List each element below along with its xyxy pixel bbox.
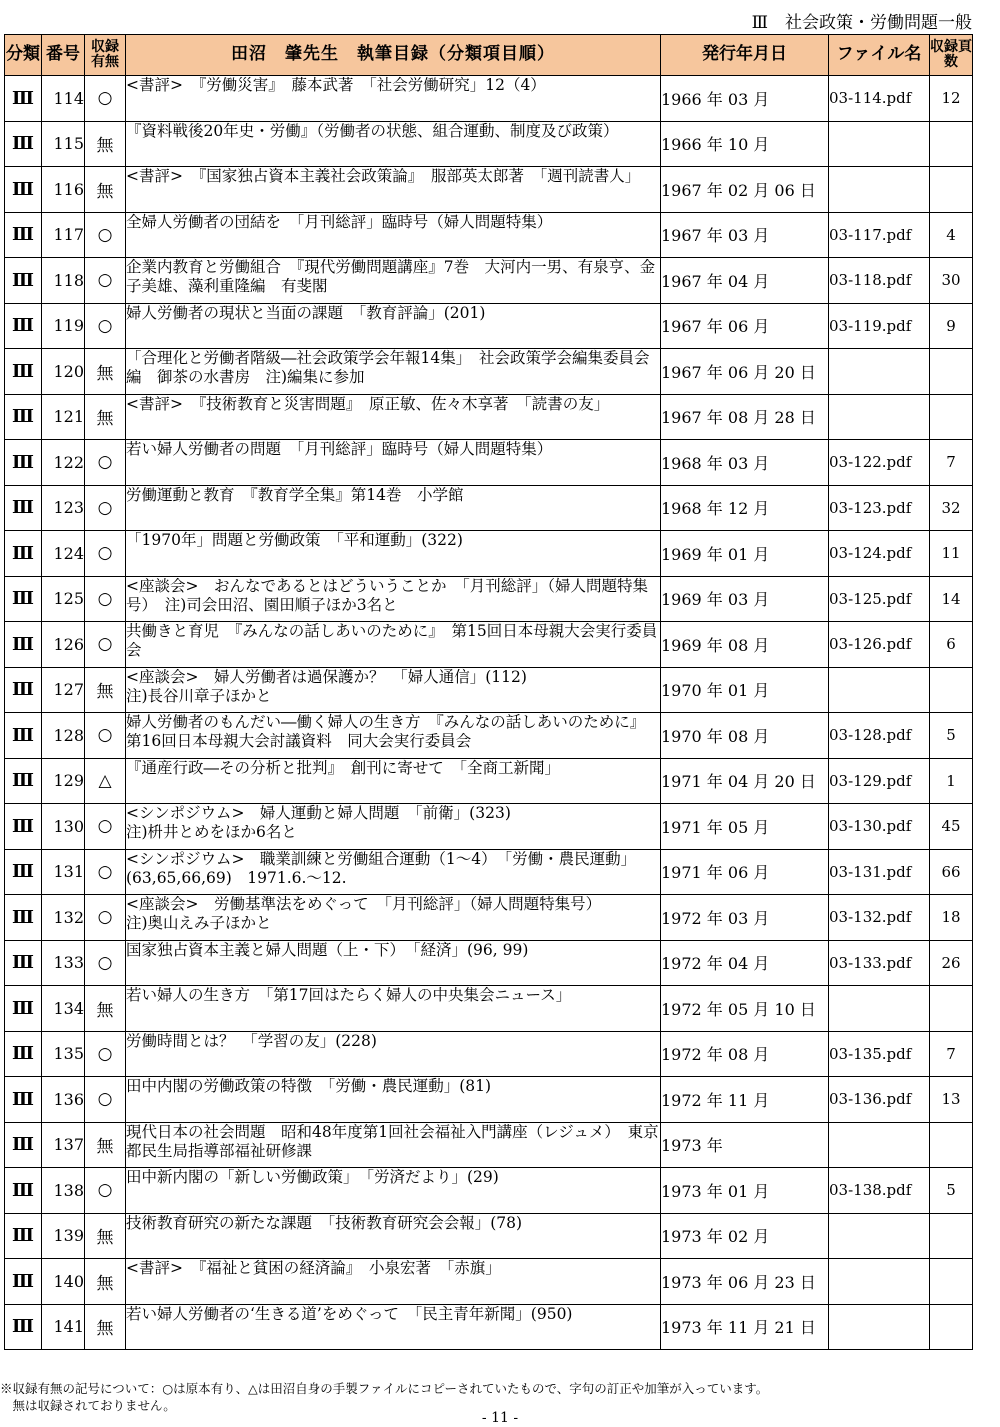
recorded-mark: ○	[85, 1031, 126, 1077]
number-cell: 123	[42, 485, 85, 531]
date-cell: 1969 年 01 月	[661, 531, 829, 577]
page-number: - 11 -	[481, 1410, 519, 1426]
page-count-cell: 5	[930, 713, 973, 759]
file-name-cell: 03-123.pdf	[829, 485, 930, 531]
recorded-mark: 無	[85, 1304, 126, 1350]
recorded-mark: 無	[85, 394, 126, 440]
file-name-cell: 03-124.pdf	[829, 531, 930, 577]
page-count-cell: 7	[930, 440, 973, 486]
file-name-cell: 03-125.pdf	[829, 576, 930, 622]
page-count-cell: 32	[930, 485, 973, 531]
table-row	[5, 121, 973, 167]
date-cell: 1970 年 08 月	[661, 713, 829, 759]
number-cell: 134	[42, 986, 85, 1032]
table-row	[5, 1304, 973, 1350]
table-row	[5, 1031, 973, 1077]
recorded-mark: ○	[85, 940, 126, 986]
footnote	[0, 1380, 768, 1414]
table-row	[5, 804, 973, 850]
date-cell: 1967 年 04 月	[661, 258, 829, 304]
table-row	[5, 758, 973, 804]
file-name-cell: 03-122.pdf	[829, 440, 930, 486]
file-name-cell: 03-133.pdf	[829, 940, 930, 986]
catalog-table	[4, 34, 973, 1350]
number-cell: 137	[42, 1122, 85, 1168]
number-cell: 115	[42, 121, 85, 167]
title-cell: <座談会> 労働基準法をめぐって 「月刊総評」（婦人問題特集号） 注)奥山えみ子ほかと	[126, 895, 661, 941]
date-cell: 1973 年 01 月	[661, 1168, 829, 1214]
number-cell: 120	[42, 349, 85, 395]
file-name-cell: 03-135.pdf	[829, 1031, 930, 1077]
recorded-mark: 無	[85, 986, 126, 1032]
table-row	[5, 1259, 973, 1305]
date-cell: 1969 年 03 月	[661, 576, 829, 622]
category-cell: Ⅲ	[5, 303, 42, 349]
file-name-cell	[829, 1304, 930, 1350]
number-cell: 138	[42, 1168, 85, 1214]
header-date: 発行年月日	[661, 35, 829, 76]
title-cell: <座談会> おんなであるとはどういうことか 「月刊総評」（婦人問題特集号） 注)司会田沼、園田順子ほか3名と	[126, 576, 661, 622]
category-cell: Ⅲ	[5, 76, 42, 122]
table-row	[5, 1168, 973, 1214]
category-cell: Ⅲ	[5, 940, 42, 986]
date-cell: 1972 年 03 月	[661, 895, 829, 941]
page-count-cell: 45	[930, 804, 973, 850]
header-title: 田沼 肇先生 執筆目録（分類項目順）	[126, 35, 661, 76]
category-cell: Ⅲ	[5, 394, 42, 440]
page-count-cell: 66	[930, 849, 973, 895]
number-cell: 135	[42, 1031, 85, 1077]
title-cell: <シンポジウム> 職業訓練と労働組合運動（1～4） 「労働・農民運動」(63,65,66,69) 1971.6.～12.	[126, 849, 661, 895]
number-cell: 130	[42, 804, 85, 850]
header-number: 番号	[42, 35, 85, 76]
recorded-mark: ○	[85, 1168, 126, 1214]
category-cell: Ⅲ	[5, 1031, 42, 1077]
date-cell: 1973 年 02 月	[661, 1213, 829, 1259]
title-cell: 「1970年」問題と労働政策 「平和運動」(322)	[126, 531, 661, 577]
page-count-cell: 12	[930, 76, 973, 122]
title-cell: <座談会> 婦人労働者は過保護か？ 「婦人通信」(112) 注)長谷川章子ほかと	[126, 667, 661, 713]
file-name-cell: 03-117.pdf	[829, 212, 930, 258]
file-name-cell	[829, 667, 930, 713]
number-cell: 133	[42, 940, 85, 986]
file-name-cell	[829, 167, 930, 213]
page-count-cell: 7	[930, 1031, 973, 1077]
category-cell: Ⅲ	[5, 576, 42, 622]
page-count-cell: 9	[930, 303, 973, 349]
number-cell: 122	[42, 440, 85, 486]
category-cell: Ⅲ	[5, 1168, 42, 1214]
file-name-cell: 03-114.pdf	[829, 76, 930, 122]
header-pages: 収録頁数	[930, 35, 973, 76]
page-count-cell: 4	[930, 212, 973, 258]
table-row	[5, 485, 973, 531]
page-count-cell: 30	[930, 258, 973, 304]
date-cell: 1972 年 05 月 10 日	[661, 986, 829, 1032]
date-cell: 1970 年 01 月	[661, 667, 829, 713]
category-cell: Ⅲ	[5, 849, 42, 895]
category-cell: Ⅲ	[5, 1259, 42, 1305]
category-cell: Ⅲ	[5, 121, 42, 167]
category-cell: Ⅲ	[5, 667, 42, 713]
table-row	[5, 576, 973, 622]
page-count-cell	[930, 121, 973, 167]
recorded-mark: 無	[85, 167, 126, 213]
table-row	[5, 349, 973, 395]
date-cell: 1973 年 11 月 21 日	[661, 1304, 829, 1350]
page-count-cell	[930, 667, 973, 713]
table-row	[5, 394, 973, 440]
date-cell: 1967 年 08 月 28 日	[661, 394, 829, 440]
file-name-cell	[829, 1122, 930, 1168]
page-count-cell	[930, 167, 973, 213]
date-cell: 1971 年 04 月 20 日	[661, 758, 829, 804]
category-cell: Ⅲ	[5, 258, 42, 304]
title-cell: 企業内教育と労働組合 『現代労働問題講座』7巻 大河内一男、有泉亨、金子美雄、藻利重隆編 有斐閣	[126, 258, 661, 304]
title-cell: <書評> 『福祉と貧困の経済論』 小泉宏著 「赤旗」	[126, 1259, 661, 1305]
title-cell: <書評> 『労働災害』 藤本武著 「社会労働研究」12（4）	[126, 76, 661, 122]
number-cell: 140	[42, 1259, 85, 1305]
number-cell: 117	[42, 212, 85, 258]
recorded-mark: ○	[85, 212, 126, 258]
file-name-cell	[829, 349, 930, 395]
number-cell: 128	[42, 713, 85, 759]
date-cell: 1973 年	[661, 1122, 829, 1168]
category-cell: Ⅲ	[5, 531, 42, 577]
title-cell: 労働時間とは？ 「学習の友」(228)	[126, 1031, 661, 1077]
recorded-mark: 無	[85, 1259, 126, 1305]
number-cell: 116	[42, 167, 85, 213]
file-name-cell: 03-129.pdf	[829, 758, 930, 804]
file-name-cell: 03-136.pdf	[829, 1077, 930, 1123]
date-cell: 1969 年 08 月	[661, 622, 829, 668]
recorded-mark: ○	[85, 303, 126, 349]
recorded-mark: ○	[85, 1077, 126, 1123]
category-cell: Ⅲ	[5, 349, 42, 395]
title-cell: 『資料戦後20年史・労働』（労働者の状態、組合運動、制度及び政策）	[126, 121, 661, 167]
file-name-cell: 03-118.pdf	[829, 258, 930, 304]
category-cell: Ⅲ	[5, 895, 42, 941]
number-cell: 141	[42, 1304, 85, 1350]
table-row	[5, 258, 973, 304]
table-row	[5, 531, 973, 577]
page-count-cell: 11	[930, 531, 973, 577]
category-cell: Ⅲ	[5, 1304, 42, 1350]
recorded-mark: ○	[85, 713, 126, 759]
category-cell: Ⅲ	[5, 212, 42, 258]
title-cell: 労働運動と教育 『教育学全集』第14巻 小学館	[126, 485, 661, 531]
title-cell: <書評> 『国家独占資本主義社会政策論』 服部英太郎著 「週刊読書人」	[126, 167, 661, 213]
category-cell: Ⅲ	[5, 485, 42, 531]
file-name-cell: 03-128.pdf	[829, 713, 930, 759]
page-count-cell: 14	[930, 576, 973, 622]
title-cell: 若い婦人の生き方 「第17回はたらく婦人の中央集会ニュース」	[126, 986, 661, 1032]
title-cell: 若い婦人労働者の‘生きる道’をめぐって 「民主青年新聞」(950)	[126, 1304, 661, 1350]
footnote-line: 無は収録されておりません。	[0, 1398, 176, 1413]
date-cell: 1967 年 02 月 06 日	[661, 167, 829, 213]
page-count-cell	[930, 1304, 973, 1350]
recorded-mark: ○	[85, 258, 126, 304]
table-row	[5, 895, 973, 941]
header-file: ファイル名	[829, 35, 930, 76]
page-count-cell: 18	[930, 895, 973, 941]
table-row	[5, 167, 973, 213]
number-cell: 121	[42, 394, 85, 440]
title-cell: 若い婦人労働者の問題 「月刊総評」臨時号（婦人問題特集）	[126, 440, 661, 486]
table-row	[5, 986, 973, 1032]
page-count-cell	[930, 1259, 973, 1305]
date-cell: 1967 年 03 月	[661, 212, 829, 258]
title-cell: <書評> 『技術教育と災害問題』 原正敏、佐々木享著 「読書の友」	[126, 394, 661, 440]
file-name-cell	[829, 1259, 930, 1305]
table-row	[5, 1122, 973, 1168]
category-cell: Ⅲ	[5, 1122, 42, 1168]
page-count-cell: 6	[930, 622, 973, 668]
number-cell: 125	[42, 576, 85, 622]
date-cell: 1972 年 04 月	[661, 940, 829, 986]
title-cell: <シンポジウム> 婦人運動と婦人問題 「前衛」(323) 注)枡井とめをほか6名と	[126, 804, 661, 850]
number-cell: 124	[42, 531, 85, 577]
section-title: Ⅲ 社会政策・労働問題一般	[751, 13, 972, 33]
recorded-mark: ○	[85, 485, 126, 531]
page-count-cell: 13	[930, 1077, 973, 1123]
number-cell: 119	[42, 303, 85, 349]
recorded-mark: △	[85, 758, 126, 804]
date-cell: 1968 年 12 月	[661, 485, 829, 531]
category-cell: Ⅲ	[5, 804, 42, 850]
category-cell: Ⅲ	[5, 167, 42, 213]
date-cell: 1972 年 11 月	[661, 1077, 829, 1123]
table-row	[5, 440, 973, 486]
page-count-cell	[930, 1213, 973, 1259]
table-row	[5, 1077, 973, 1123]
category-cell: Ⅲ	[5, 713, 42, 759]
number-cell: 129	[42, 758, 85, 804]
recorded-mark: ○	[85, 804, 126, 850]
file-name-cell: 03-131.pdf	[829, 849, 930, 895]
date-cell: 1971 年 06 月	[661, 849, 829, 895]
file-name-cell: 03-119.pdf	[829, 303, 930, 349]
title-cell: 婦人労働者のもんだい―働く婦人の生き方 『みんなの話しあいのために』 第16回日本母親大会討議資料 同大会実行委員会	[126, 713, 661, 759]
date-cell: 1967 年 06 月	[661, 303, 829, 349]
file-name-cell	[829, 1213, 930, 1259]
table-row	[5, 76, 973, 122]
page-count-cell: 26	[930, 940, 973, 986]
table-row	[5, 212, 973, 258]
number-cell: 127	[42, 667, 85, 713]
date-cell: 1973 年 06 月 23 日	[661, 1259, 829, 1305]
recorded-mark: 無	[85, 1122, 126, 1168]
number-cell: 114	[42, 76, 85, 122]
file-name-cell: 03-130.pdf	[829, 804, 930, 850]
table-row	[5, 667, 973, 713]
table-row	[5, 940, 973, 986]
title-cell: 全婦人労働者の団結を 「月刊総評」臨時号（婦人問題特集）	[126, 212, 661, 258]
title-cell: 田中内閣の労働政策の特徴 「労働・農民運動」(81)	[126, 1077, 661, 1123]
header-recorded: 収録有無	[85, 35, 126, 76]
title-cell: 技術教育研究の新たな課題 「技術教育研究会会報」(78)	[126, 1213, 661, 1259]
category-cell: Ⅲ	[5, 622, 42, 668]
recorded-mark: ○	[85, 576, 126, 622]
file-name-cell: 03-126.pdf	[829, 622, 930, 668]
table-header-row	[5, 35, 973, 76]
number-cell: 118	[42, 258, 85, 304]
catalog-body	[5, 76, 973, 1350]
title-cell: 現代日本の社会問題 昭和48年度第1回社会福祉入門講座（レジュメ） 東京都民生局指導部福祉研修課	[126, 1122, 661, 1168]
category-cell: Ⅲ	[5, 758, 42, 804]
recorded-mark: ○	[85, 895, 126, 941]
category-cell: Ⅲ	[5, 1077, 42, 1123]
title-cell: 「合理化と労働者階級―社会政策学会年報14集」 社会政策学会編集委員会編 御茶の水書房 注)編集に参加	[126, 349, 661, 395]
recorded-mark: 無	[85, 349, 126, 395]
category-cell: Ⅲ	[5, 440, 42, 486]
table-row	[5, 303, 973, 349]
title-cell: 共働きと育児 『みんなの話しあいのために』 第15回日本母親大会実行委員会	[126, 622, 661, 668]
page-count-cell: 5	[930, 1168, 973, 1214]
date-cell: 1968 年 03 月	[661, 440, 829, 486]
recorded-mark: 無	[85, 667, 126, 713]
recorded-mark: 無	[85, 121, 126, 167]
category-cell: Ⅲ	[5, 1213, 42, 1259]
date-cell: 1966 年 10 月	[661, 121, 829, 167]
recorded-mark: ○	[85, 440, 126, 486]
page-count-cell	[930, 1122, 973, 1168]
date-cell: 1972 年 08 月	[661, 1031, 829, 1077]
table-row	[5, 622, 973, 668]
page-count-cell	[930, 986, 973, 1032]
recorded-mark: 無	[85, 1213, 126, 1259]
date-cell: 1966 年 03 月	[661, 76, 829, 122]
file-name-cell: 03-138.pdf	[829, 1168, 930, 1214]
number-cell: 131	[42, 849, 85, 895]
recorded-mark: ○	[85, 849, 126, 895]
file-name-cell: 03-132.pdf	[829, 895, 930, 941]
title-cell: 婦人労働者の現状と当面の課題 「教育評論」(201)	[126, 303, 661, 349]
recorded-mark: ○	[85, 531, 126, 577]
table-row	[5, 849, 973, 895]
page-count-cell	[930, 394, 973, 440]
page-count-cell	[930, 349, 973, 395]
file-name-cell	[829, 986, 930, 1032]
date-cell: 1967 年 06 月 20 日	[661, 349, 829, 395]
title-cell: 国家独占資本主義と婦人問題（上・下） 「経済」(96, 99)	[126, 940, 661, 986]
table-row	[5, 1213, 973, 1259]
date-cell: 1971 年 05 月	[661, 804, 829, 850]
page-count-cell: 1	[930, 758, 973, 804]
recorded-mark: ○	[85, 622, 126, 668]
header-category: 分類	[5, 35, 42, 76]
number-cell: 126	[42, 622, 85, 668]
number-cell: 132	[42, 895, 85, 941]
recorded-mark: ○	[85, 76, 126, 122]
file-name-cell	[829, 121, 930, 167]
file-name-cell	[829, 394, 930, 440]
footnote-line: ※収録有無の記号について：○は原本有り、△は田沼自身の手製ファイルにコピーされていたもので、字句の訂正や加筆が入っています。	[0, 1381, 769, 1396]
category-cell: Ⅲ	[5, 986, 42, 1032]
title-cell: 『通産行政―その分析と批判』 創刊に寄せて 「全商工新聞」	[126, 758, 661, 804]
number-cell: 136	[42, 1077, 85, 1123]
title-cell: 田中新内閣の「新しい労働政策」 「労済だより」(29)	[126, 1168, 661, 1214]
table-row	[5, 713, 973, 759]
number-cell: 139	[42, 1213, 85, 1259]
